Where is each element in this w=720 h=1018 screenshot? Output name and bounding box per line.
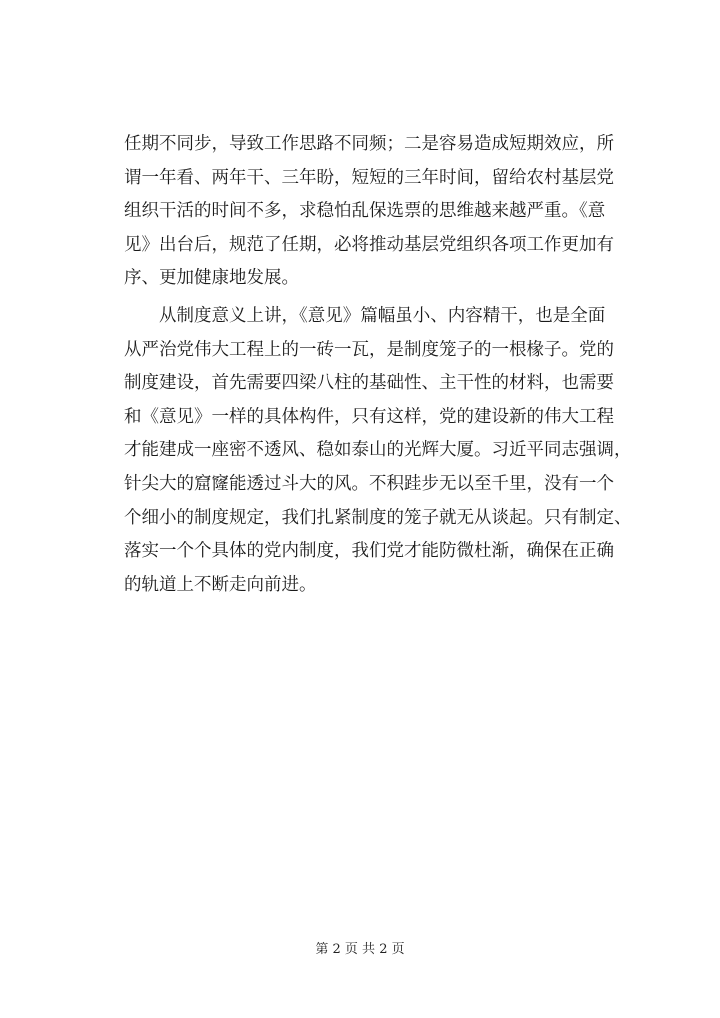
- text-line: 和《意见》一样的具体构件，只有这样，党的建设新的伟大工程: [124, 406, 614, 427]
- text-line: 从严治党伟大工程上的一砖一瓦，是制度笼子的一根椽子。党的: [124, 339, 614, 360]
- text-line: 见》出台后，规范了任期，必将推动基层党组织各项工作更加有: [124, 234, 614, 255]
- page-number-label: 第 2 页 共 2 页: [315, 942, 405, 957]
- paragraph-2: [124, 300, 632, 602]
- text-line: 序、更加健康地发展。: [124, 268, 299, 289]
- text-line: 才能建成一座密不透风、稳如泰山的光辉大厦。习近平同志强调，: [124, 440, 632, 461]
- text-line: 制度建设，首先需要四梁八柱的基础性、主干性的材料，也需要: [124, 373, 614, 394]
- text-line: 针尖大的窟窿能透过斗大的风。不积跬步无以至千里，没有一个: [124, 473, 614, 494]
- paragraph-1: [124, 128, 614, 296]
- text-line: 谓一年看、两年干、三年盼，短短的三年时间，留给农村基层党: [124, 167, 614, 188]
- text-line: 的轨道上不断走向前进。: [124, 574, 317, 595]
- text-line: 组织干活的时间不多，求稳怕乱保选票的思维越来越严重。《意: [124, 201, 606, 222]
- text-line: 个细小的制度规定，我们扎紧制度的笼子就无从谈起。只有制定、: [124, 507, 632, 528]
- text-line: 从制度意义上讲，《意见》篇幅虽小、内容精干，也是全面: [159, 305, 606, 326]
- document-body: [124, 128, 632, 602]
- text-line: 落实一个个具体的党内制度，我们党才能防微杜渐，确保在正确: [124, 541, 614, 562]
- page-footer: [0, 938, 720, 957]
- text-line: 任期不同步，导致工作思路不同频；二是容易造成短期效应，所: [124, 134, 614, 154]
